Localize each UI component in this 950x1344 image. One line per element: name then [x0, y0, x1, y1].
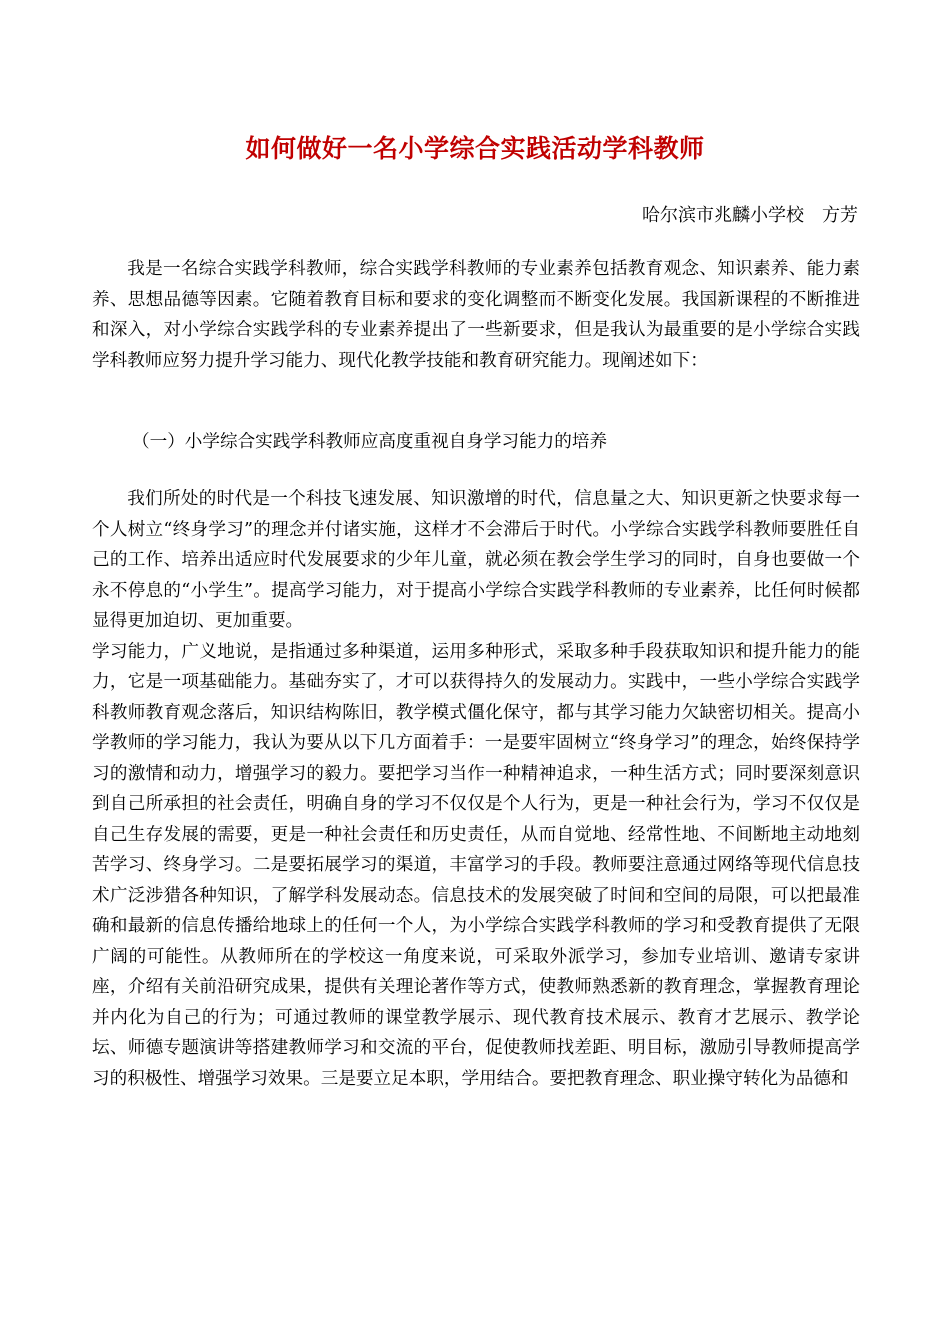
intro-text: 我是一名综合实践学科教师，综合实践学科教师的专业素养包括教育观念、知识素养、能力素养、思想品德等因素。它随着教育目标和要求的变化调整而不断变化发展。我国新课程的不断推进和深入，对小学综合实践学科的专业素养提出了一些新要求，但是我认为最重要的是小学综合实践学科教师应努力提升学习能力、现代化教学技能和教育研究能力。现阐述如下：	[92, 259, 860, 371]
intro-paragraph	[92, 254, 860, 376]
paragraph-1: 我们所处的时代是一个科技飞速发展、知识激增的时代，信息量之大、知识更新之快要求每一个人树立“终身学习”的理念并付诸实施，这样才不会滞后于时代。小学综合实践学科教师要胜任自己的工作、培养出适应时代发展要求的少年儿童，就必须在教会学生学习的同时，自身也要做一个永不停息的“小学生”。提高学习能力，对于提高小学综合实践学科教师的专业素养，比任何时候都显得更加迫切、更加重要。	[92, 489, 860, 631]
document-title: 如何做好一名小学综合实践活动学科教师	[245, 134, 705, 163]
paragraph-2: 学习能力，广义地说，是指通过多种渠道，运用多种形式，采取多种手段获取知识和提升能力的能力，它是一项基础能力。基础夯实了，才可以获得持久的发展动力。实践中，一些小学综合实践学科教师教育观念落后，知识结构陈旧，教学模式僵化保守，都与其学习能力欠缺密切相关。提高小学教师的学习能力，我认为要从以下几方面着手：一是要牢固树立“终身学习”的理念，始终保持学习的激情和动力，增强学习的毅力。要把学习当作一种精神追求，一种生活方式；同时要深刻意识到自己所承担的社会责任，明确自身的学习不仅仅是个人行为，更是一种社会行为，学习不仅仅是自己生存发展的需要，更是一种社会责任和历史责任，从而自觉地、经常性地、不间断地主动地刻苦学习、终身学习。二是要拓展学习的渠道，丰富学习的手段。教师要注意通过网络等现代信息技术广泛涉猎各种知识，了解学科发展动态。信息技术的发展突破了时间和空间的局限，可以把最准确和最新的信息传播给地球上的任何一个人，为小学综合实践学科教师的学习和受教育提供了无限广阔的可能性。从教师所在的学校这一角度来说，可采取外派学习，参加专业培训、邀请专家讲座，介绍有关前沿研究成果，提供有关理论著作等方式，使教师熟悉新的教育理念，掌握教育理论并内化为自己的行为；可通过教师的课堂教学展示、现代教育技术展示、教育才艺展示、教学论坛、师德专题演讲等搭建教师学习和交流的平台，促使教师找差距、明目标，激励引导教师提高学习的积极性、增强学习效果。三是要立足本职，学用结合。要把教育理念、职业操守转化为品德和	[92, 641, 860, 1089]
section-body	[92, 484, 860, 1094]
section-heading: （一）小学综合实践学科教师应高度重视自身学习能力的培养	[132, 432, 608, 452]
author-line: 哈尔滨市兆麟小学校 方芳	[642, 205, 858, 226]
